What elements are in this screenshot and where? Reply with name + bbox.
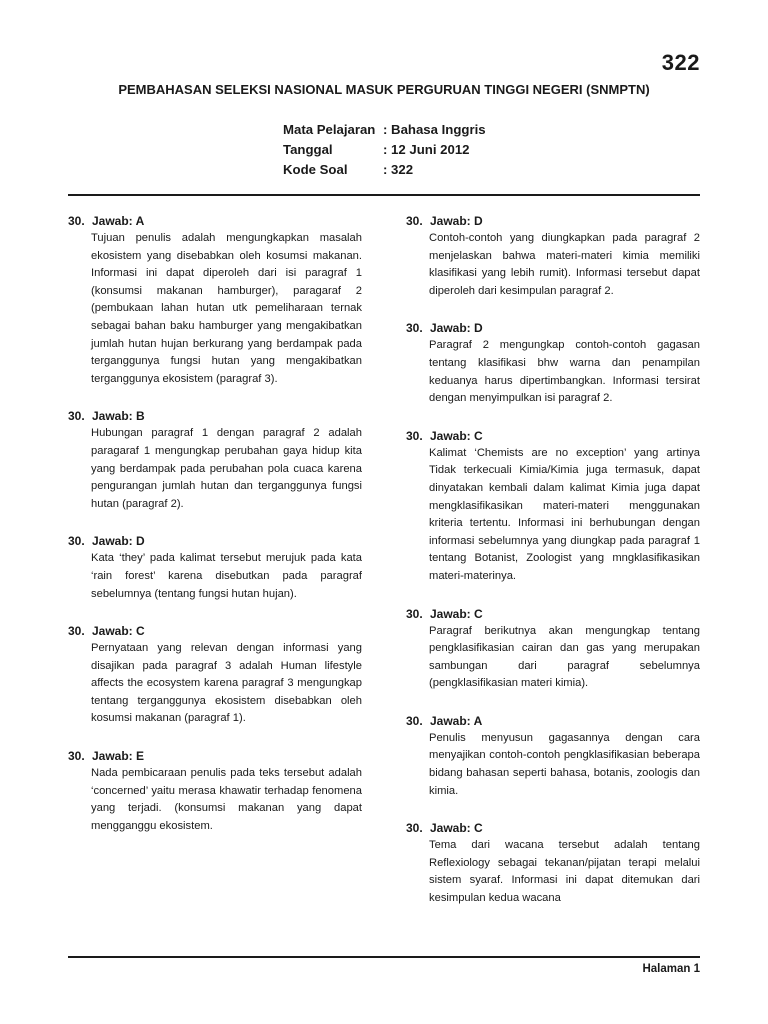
answer-key: Jawab: C bbox=[430, 821, 483, 836]
answer-number: 30. bbox=[68, 409, 85, 424]
answer-heading bbox=[406, 712, 700, 730]
answer-heading bbox=[68, 622, 362, 640]
answer-item bbox=[406, 712, 700, 800]
answer-explanation: Paragraf 2 mengungkap contoh-contoh gagasan tentang klasifikasi bhw warna dan penampilan keduanya harus dipertimbangkan. Informasi tersirat dengan menyimpulkan isi paragraf 2. bbox=[429, 339, 700, 405]
answer-item bbox=[68, 407, 362, 513]
meta-label: Tanggal bbox=[283, 142, 333, 157]
answer-heading bbox=[68, 747, 362, 765]
meta-label: Kode Soal bbox=[283, 162, 348, 177]
answer-key: Jawab: A bbox=[92, 214, 145, 228]
answer-explanation: Paragraf berikutnya akan mengungkap tentang pengklasifikasian cairan dan gas yang merupakan sambungan dari paragraf sebelumnya (pengklasifikasian materi kimia). bbox=[429, 624, 700, 690]
answer-number: 30. bbox=[406, 606, 423, 621]
answer-explanation: Hubungan paragraf 1 dengan paragraf 2 adalah paragaraf 1 mengungkap perubahan gaya hidup kita yang berdampak pada perubahan pola cuaca karena pengurangan jumlah hutan dan terganggunya fungsi hutan (paragraf 2). bbox=[91, 427, 362, 510]
page-number: 322 bbox=[661, 50, 700, 75]
answer-item bbox=[68, 747, 362, 835]
answer-heading bbox=[68, 407, 362, 425]
answer-item bbox=[68, 532, 362, 603]
answer-heading bbox=[406, 819, 700, 837]
answer-number: 30. bbox=[406, 428, 423, 443]
meta-value: : 322 bbox=[383, 162, 414, 177]
answer-item bbox=[68, 622, 362, 728]
answer-number: 30. bbox=[406, 321, 423, 336]
answer-number: 30. bbox=[68, 624, 85, 639]
header-divider bbox=[68, 194, 700, 196]
answer-heading bbox=[406, 319, 700, 337]
answer-number: 30. bbox=[68, 214, 85, 228]
answer-key: Jawab: C bbox=[430, 606, 483, 621]
meta-row-code bbox=[283, 160, 486, 180]
answer-explanation: Penulis menyusun gagasannya dengan cara menyajikan contoh-contoh pengklasifikasian beberapa bidang bahasan seperti bahasa, botanis, zoologis dan kimia. bbox=[429, 731, 700, 797]
meta-row-date bbox=[283, 140, 486, 160]
answer-item bbox=[406, 605, 700, 693]
answer-heading bbox=[68, 212, 362, 230]
answer-key: Jawab: B bbox=[92, 409, 145, 424]
answer-key: Jawab: C bbox=[92, 624, 145, 639]
exam-meta bbox=[283, 120, 486, 180]
answer-heading bbox=[406, 427, 700, 445]
answer-item bbox=[406, 212, 700, 300]
answer-item bbox=[406, 819, 700, 907]
answer-explanation: Kata ‘they’ pada kalimat tersebut merujuk pada kata ‘rain forest’ karena disebutkan pada paragraf sebelumnya (tentang fungsi hutan hujan). bbox=[91, 552, 362, 600]
answer-explanation: Tema dari wacana tersebut adalah tentang Reflexiology sebagai tekanan/pijatan terapi melalui sistem syaraf. Informasi ini dapat ditemukan dari kesimpulan kedua wacana bbox=[429, 839, 700, 905]
answer-heading bbox=[406, 605, 700, 623]
document-title: PEMBAHASAN SELEKSI NASIONAL MASUK PERGURUAN TINGGI NEGERI (SNMPTN) bbox=[118, 82, 650, 97]
answer-key: Jawab: D bbox=[430, 321, 483, 336]
answer-explanation: Tujuan penulis adalah mengungkapkan masalah ekosistem yang disebabkan oleh kosumsi makanan. Informasi ini dapat diperoleh dari isi paragraf 1 (konsumsi makanan hamburger), paragaraf 2 (pembukaan lahan hutan utk pemeliharaan ternak sebagai bahan baku hamburger yang mengakibatkan jumlah hutan hujan berkurang yang berdampak pada terganggunya fungsi hutan yang mengakibatkan terganggunya ekosistem (paragraf 3). bbox=[91, 232, 362, 385]
answer-item bbox=[406, 427, 700, 586]
answer-explanation: Kalimat ‘Chemists are no exception’ yang artinya Tidak terkecuali Kimia/Kimia juga termasuk, dapat dinyatakan kembali dalam kalimat Kimia juga dapat mengklasifikasikan materi-materi menggunakan kriteria tertentu. Informasi ini berhubungan dengan informasi sebelumnya yang diungkap pada paragraf 1 tentang Botanist, Zoologist yang mngklasifikasikan materi-materinya. bbox=[429, 446, 700, 582]
answer-explanation: Contoh-contoh yang diungkapkan pada paragraf 2 menjelaskan bahwa materi-materi kimia memiliki klasifikasi yang lebih rumit). Informasi tersebut dapat diperoleh dari kesimpulan paragraf 2. bbox=[429, 232, 700, 297]
footer-divider bbox=[68, 956, 700, 958]
answer-key: Jawab: D bbox=[430, 214, 483, 228]
meta-value: : 12 Juni 2012 bbox=[383, 142, 470, 157]
answer-key: Jawab: D bbox=[92, 534, 145, 549]
meta-label: Mata Pelajaran bbox=[283, 122, 376, 137]
answer-key: Jawab: C bbox=[430, 428, 483, 443]
right-column bbox=[406, 212, 700, 927]
answer-number: 30. bbox=[68, 749, 85, 764]
meta-value: : Bahasa Inggris bbox=[383, 122, 486, 137]
meta-row-subject bbox=[283, 120, 486, 140]
answer-explanation: Nada pembicaraan penulis pada teks tersebut adalah ‘concerned’ yaitu merasa khawatir terhadap fenomena yang terjadi. (konsumsi makanan yang dapat mengganggu ekosistem. bbox=[91, 767, 362, 832]
answer-heading bbox=[68, 532, 362, 550]
answer-heading bbox=[406, 212, 700, 230]
left-column bbox=[68, 212, 362, 854]
answer-item bbox=[68, 212, 362, 388]
answer-number: 30. bbox=[406, 214, 423, 228]
page-footer: Halaman 1 bbox=[642, 963, 700, 975]
answer-number: 30. bbox=[406, 821, 423, 836]
answer-explanation: Pernyataan yang relevan dengan informasi yang disajikan pada paragraf 3 adalah Human lifestyle affects the ecosystem karena paragraf 3 mengungkap tentang terganggunya ekosistem disebabkan oleh kosumsi makanan (paragraf 1). bbox=[91, 642, 362, 725]
answer-item bbox=[406, 319, 700, 407]
answer-key: Jawab: E bbox=[92, 749, 145, 764]
answer-key: Jawab: A bbox=[430, 713, 483, 728]
answer-number: 30. bbox=[68, 534, 85, 549]
answer-number: 30. bbox=[406, 713, 423, 728]
